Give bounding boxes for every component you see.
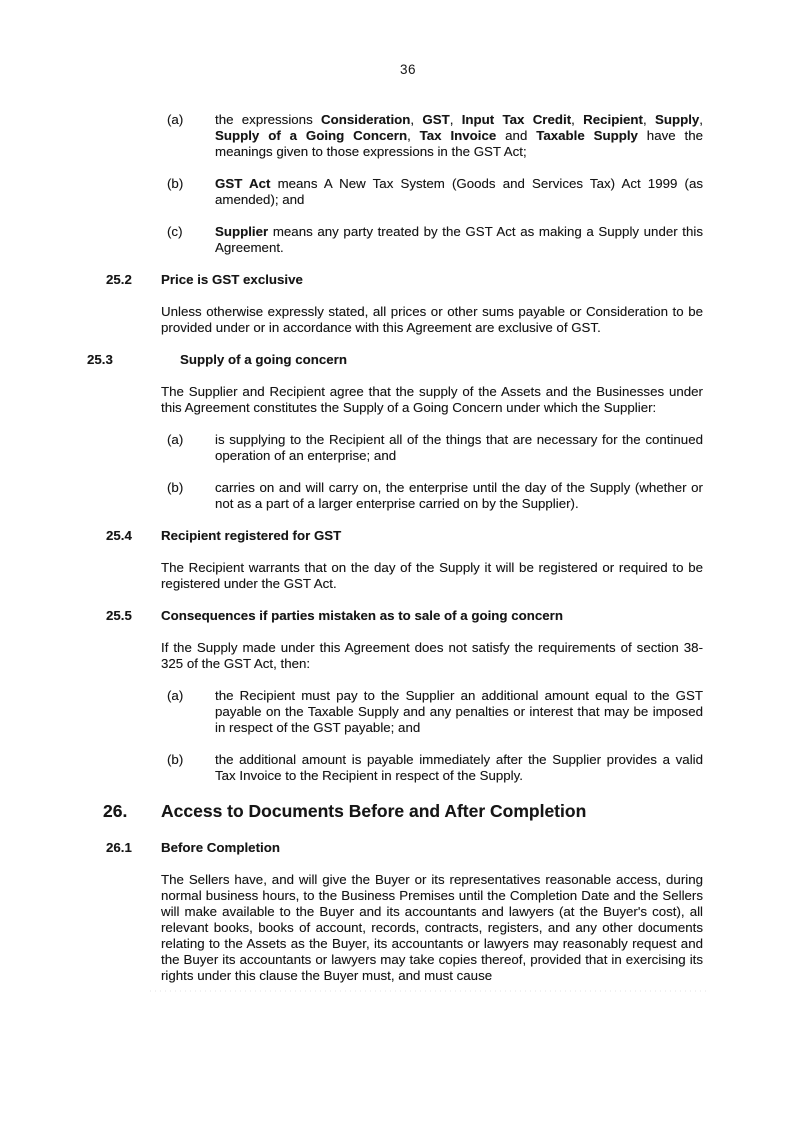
list-item-b bbox=[161, 176, 703, 208]
section-number: 25.4 bbox=[106, 528, 132, 543]
list-item-text bbox=[215, 112, 703, 159]
text-segment: Input Tax Credit bbox=[461, 112, 572, 127]
text-segment: Consideration bbox=[321, 112, 411, 127]
list-item-label: (b) bbox=[167, 176, 184, 191]
text-segment: , bbox=[407, 128, 420, 143]
text-segment: the additional amount is payable immediately after the Supplier provides a valid Tax Invoice to the Recipient in respect of the Supply. bbox=[215, 752, 703, 783]
text-segment: , bbox=[571, 112, 584, 127]
section-title: Before Completion bbox=[161, 840, 280, 855]
scan-artifact bbox=[150, 990, 706, 992]
list-item-label: (a) bbox=[167, 688, 184, 703]
section-title: Access to Documents Before and After Completion bbox=[161, 801, 587, 821]
list-item-a bbox=[161, 688, 703, 736]
text-segment: , bbox=[449, 112, 462, 127]
heading-25-5 bbox=[106, 608, 703, 624]
list-item-text bbox=[215, 480, 703, 511]
section-number: 26.1 bbox=[106, 840, 132, 855]
paragraph bbox=[161, 384, 703, 416]
section-title: Supply of a going concern bbox=[180, 352, 347, 367]
text-segment: Recipient bbox=[583, 112, 643, 127]
text-segment: , bbox=[699, 112, 703, 127]
section-title: Recipient registered for GST bbox=[161, 528, 342, 543]
section-title: Consequences if parties mistaken as to sale of a going concern bbox=[161, 608, 563, 623]
text-segment: The Supplier and Recipient agree that the supply of the Assets and the Businesses under this Agreement constitutes the Supply of a Going Concern under which the Supplier: bbox=[161, 384, 703, 415]
paragraph bbox=[161, 560, 703, 592]
heading-25-3 bbox=[87, 352, 703, 368]
list-item-text bbox=[215, 176, 703, 207]
list-item-label: (b) bbox=[167, 480, 184, 495]
text-segment: means A New Tax System (Goods and Services Tax) Act 1999 (as amended); and bbox=[215, 176, 703, 207]
paragraph bbox=[161, 304, 703, 336]
text-segment: Taxable Supply bbox=[536, 128, 638, 143]
text-segment: means any party treated by the GST Act as making a Supply under this Agreement. bbox=[215, 224, 703, 255]
text-segment: carries on and will carry on, the enterprise until the day of the Supply (whether or not as a part of a larger enterprise carried on by the Supplier). bbox=[215, 480, 703, 511]
list-item-label: (b) bbox=[167, 752, 184, 767]
heading-25-4 bbox=[106, 528, 703, 544]
section-title: Price is GST exclusive bbox=[161, 272, 303, 287]
text-segment: the Recipient must pay to the Supplier an additional amount equal to the GST payable on the Taxable Supply and any penalties or interest that may be imposed in respect of the GST payable; and bbox=[215, 688, 703, 735]
text-segment: , bbox=[642, 112, 655, 127]
text-segment: The Sellers have, and will give the Buyer or its representatives reasonable access, during normal business hours, to the Business Premises until the Completion Date and the Sellers will make available to the Buyer and its accountants and lawyers (at the Buyer's cost), all relevant books, books of account, records, contracts, registers, and any other documents relating to the Assets as the Buyer, its accountants or lawyers may reasonably request and the Buyer its accountants or lawyers may take copies thereof, provided that in exercising its rights under this clause the Buyer must, and must cause bbox=[161, 872, 703, 983]
list-item-label: (a) bbox=[167, 112, 184, 127]
text-segment: Unless otherwise expressly stated, all prices or other sums payable or Consideration to be provided under or in accordance with this Agreement are exclusive of GST. bbox=[161, 304, 703, 335]
list-item-label: (a) bbox=[167, 432, 184, 447]
text-segment: have the meanings given to those expressions in the GST Act; bbox=[215, 128, 703, 159]
list-item-text bbox=[215, 752, 703, 783]
text-segment: the expressions bbox=[215, 112, 322, 127]
text-segment: Tax Invoice bbox=[419, 128, 497, 143]
list-item-a bbox=[161, 432, 703, 464]
list-item-text bbox=[215, 224, 703, 255]
text-segment: Supply bbox=[654, 112, 700, 127]
paragraph bbox=[161, 640, 703, 672]
text-segment: If the Supply made under this Agreement does not satisfy the requirements of section 38-325 of the GST Act, then: bbox=[161, 640, 703, 671]
paragraph bbox=[161, 872, 703, 984]
list-item-text bbox=[215, 688, 703, 735]
list-item-a bbox=[161, 112, 703, 160]
heading-26-1 bbox=[106, 840, 703, 856]
text-segment: The Recipient warrants that on the day of the Supply it will be registered or required to be registered under the GST Act. bbox=[161, 560, 703, 591]
section-number: 26. bbox=[103, 801, 128, 821]
heading-26 bbox=[103, 800, 703, 822]
page-number: 36 bbox=[399, 62, 417, 77]
list-item-c bbox=[161, 224, 703, 256]
text-segment: and bbox=[496, 128, 537, 143]
list-item-b bbox=[161, 752, 703, 784]
section-number: 25.3 bbox=[87, 352, 113, 367]
section-number: 25.5 bbox=[106, 608, 132, 623]
section-number: 25.2 bbox=[106, 272, 132, 287]
text-segment: Supplier bbox=[215, 224, 269, 239]
text-segment: is supplying to the Recipient all of the things that are necessary for the continued operation of an enterprise; and bbox=[215, 432, 703, 463]
list-item-label: (c) bbox=[167, 224, 183, 239]
heading-25-2 bbox=[106, 272, 703, 288]
text-segment: GST bbox=[422, 112, 450, 127]
document-content bbox=[87, 112, 703, 1000]
list-item-text bbox=[215, 432, 703, 463]
text-segment: Supply of a Going Concern bbox=[215, 128, 408, 143]
text-segment: , bbox=[410, 112, 423, 127]
list-item-b bbox=[161, 480, 703, 512]
text-segment: GST Act bbox=[215, 176, 271, 191]
